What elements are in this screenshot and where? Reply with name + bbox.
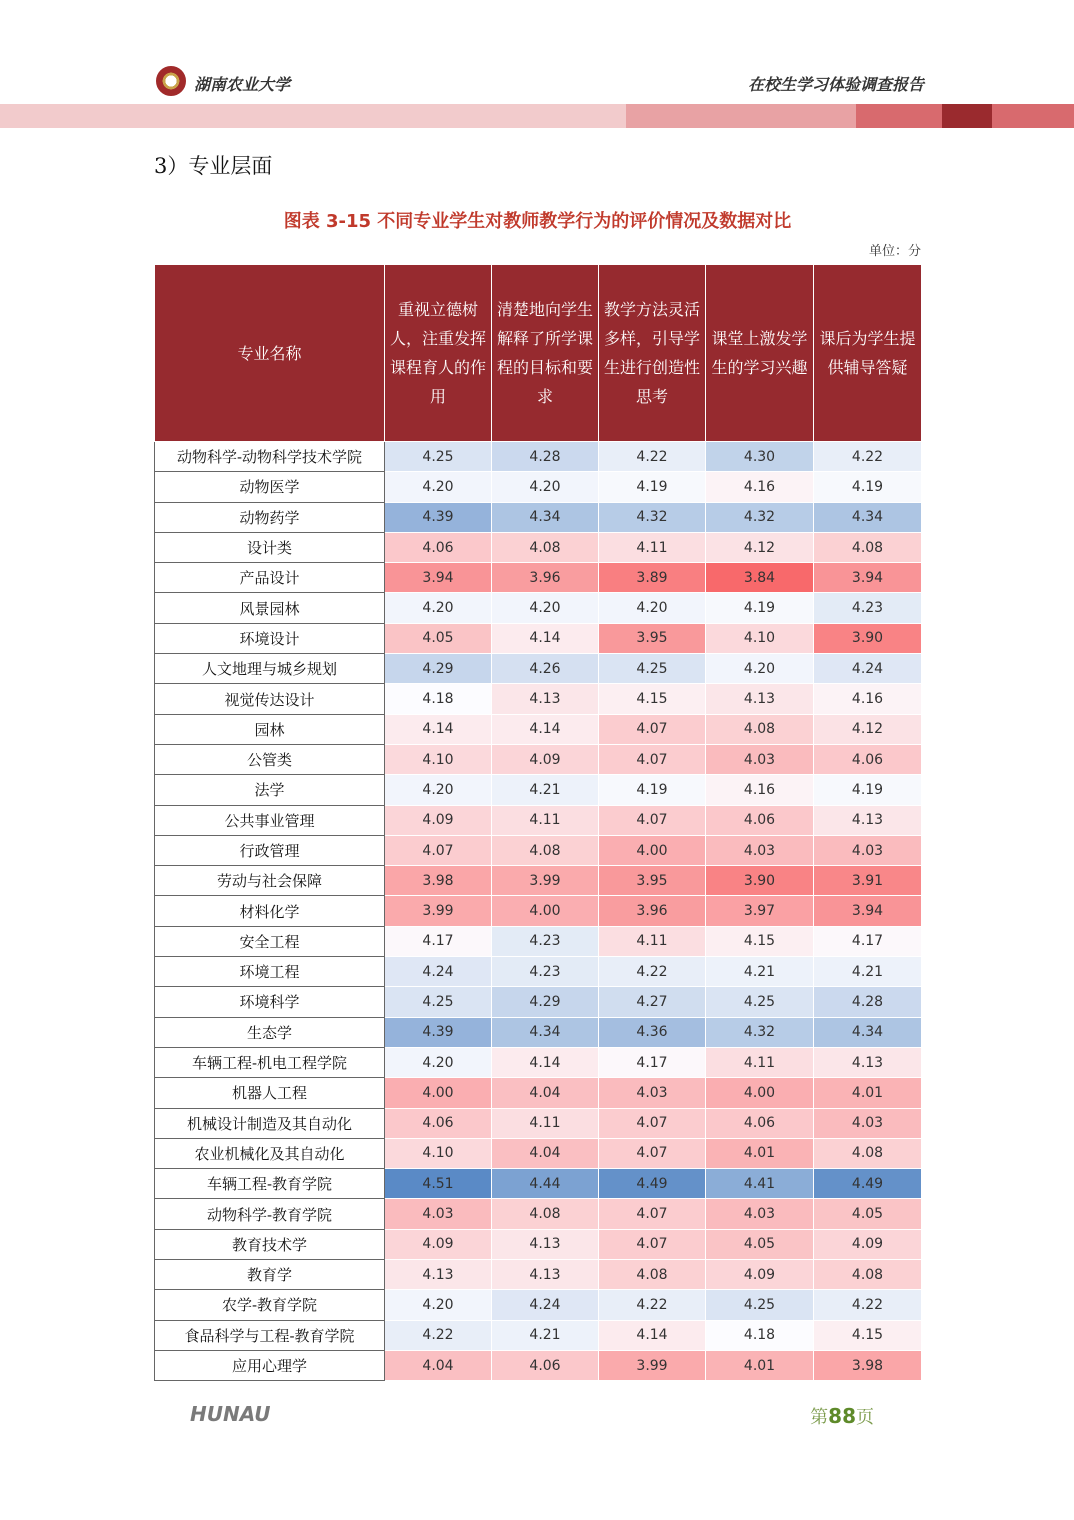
score-cell: 4.03 xyxy=(385,1199,492,1229)
score-cell: 4.21 xyxy=(706,957,814,987)
score-cell: 4.34 xyxy=(814,502,922,532)
score-cell: 3.89 xyxy=(599,563,706,593)
column-header-moral-education: 重视立德树人，注重发挥课程育人的作用 xyxy=(385,265,492,442)
page-suffix: 页 xyxy=(856,1407,874,1428)
score-cell: 4.22 xyxy=(599,957,706,987)
table-row xyxy=(155,866,922,896)
footer-brand: HUNAU xyxy=(190,1402,271,1426)
score-cell: 4.29 xyxy=(492,987,599,1017)
score-cell: 4.11 xyxy=(599,926,706,956)
table-row xyxy=(155,1108,922,1138)
score-cell: 4.08 xyxy=(492,835,599,865)
score-cell: 4.25 xyxy=(706,987,814,1017)
score-cell: 4.08 xyxy=(492,532,599,562)
score-cell: 4.06 xyxy=(385,1108,492,1138)
score-cell: 4.22 xyxy=(814,442,922,472)
score-cell: 4.03 xyxy=(599,1078,706,1108)
score-cell: 3.98 xyxy=(385,866,492,896)
score-cell: 4.10 xyxy=(385,1138,492,1168)
score-cell: 3.98 xyxy=(814,1350,922,1380)
page-prefix: 第 xyxy=(810,1407,829,1428)
score-cell: 4.32 xyxy=(706,1017,814,1047)
score-cell: 4.20 xyxy=(385,472,492,502)
score-cell: 4.19 xyxy=(814,472,922,502)
score-cell: 4.04 xyxy=(492,1138,599,1168)
score-cell: 4.01 xyxy=(814,1078,922,1108)
score-cell: 4.20 xyxy=(706,654,814,684)
score-cell: 4.08 xyxy=(706,714,814,744)
score-cell: 4.13 xyxy=(385,1260,492,1290)
table-row xyxy=(155,563,922,593)
major-name-cell: 教育技术学 xyxy=(155,1229,385,1259)
unit-label: 单位：分 xyxy=(868,244,921,259)
score-cell: 4.21 xyxy=(492,775,599,805)
score-cell: 4.25 xyxy=(385,987,492,1017)
score-cell: 4.34 xyxy=(492,502,599,532)
score-cell: 4.05 xyxy=(814,1199,922,1229)
score-cell: 4.03 xyxy=(814,835,922,865)
university-name: 湖南农业大学 xyxy=(194,75,291,94)
score-cell: 4.22 xyxy=(599,442,706,472)
score-cell: 4.26 xyxy=(492,654,599,684)
score-cell: 4.28 xyxy=(492,442,599,472)
table-row xyxy=(155,1260,922,1290)
table-row xyxy=(155,1169,922,1199)
column-header-major: 专业名称 xyxy=(155,265,385,442)
score-cell: 4.11 xyxy=(492,1108,599,1138)
score-cell: 4.13 xyxy=(814,1047,922,1077)
score-cell: 4.32 xyxy=(706,502,814,532)
page-number xyxy=(810,1403,874,1429)
score-cell: 3.90 xyxy=(814,623,922,653)
score-cell: 4.39 xyxy=(385,1017,492,1047)
table-row xyxy=(155,593,922,623)
major-name-cell: 设计类 xyxy=(155,532,385,562)
score-cell: 4.05 xyxy=(706,1229,814,1259)
table-row xyxy=(155,1017,922,1047)
major-name-cell: 动物医学 xyxy=(155,472,385,502)
major-name-cell: 材料化学 xyxy=(155,896,385,926)
table-row xyxy=(155,805,922,835)
score-cell: 4.20 xyxy=(492,472,599,502)
score-cell: 4.30 xyxy=(706,442,814,472)
score-cell: 4.07 xyxy=(599,805,706,835)
score-cell: 4.06 xyxy=(814,744,922,774)
score-cell: 4.14 xyxy=(599,1320,706,1350)
score-cell: 4.07 xyxy=(599,1108,706,1138)
table-header-row xyxy=(155,265,922,442)
score-cell: 4.09 xyxy=(706,1260,814,1290)
table-row xyxy=(155,835,922,865)
table-row xyxy=(155,623,922,653)
major-name-cell: 环境科学 xyxy=(155,987,385,1017)
table-row xyxy=(155,502,922,532)
score-cell: 4.17 xyxy=(385,926,492,956)
score-cell: 4.07 xyxy=(599,1229,706,1259)
score-cell: 4.04 xyxy=(385,1350,492,1380)
score-cell: 4.28 xyxy=(814,987,922,1017)
table-body xyxy=(155,442,922,1381)
score-cell: 4.13 xyxy=(492,684,599,714)
table-row xyxy=(155,654,922,684)
major-name-cell: 农学-教育学院 xyxy=(155,1290,385,1320)
score-cell: 4.13 xyxy=(492,1260,599,1290)
table-row xyxy=(155,957,922,987)
score-cell: 4.00 xyxy=(492,896,599,926)
table-row xyxy=(155,1229,922,1259)
table-row xyxy=(155,1138,922,1168)
score-cell: 4.00 xyxy=(706,1078,814,1108)
table-row xyxy=(155,744,922,774)
column-header-teaching-methods: 教学方法灵活多样，引导学生进行创造性思考 xyxy=(599,265,706,442)
major-name-cell: 环境工程 xyxy=(155,957,385,987)
score-cell: 4.03 xyxy=(706,1199,814,1229)
score-cell: 4.23 xyxy=(814,593,922,623)
column-header-course-goals: 清楚地向学生解释了所学课程的目标和要求 xyxy=(492,265,599,442)
score-cell: 3.94 xyxy=(814,896,922,926)
score-cell: 4.27 xyxy=(599,987,706,1017)
score-cell: 4.51 xyxy=(385,1169,492,1199)
table-row xyxy=(155,684,922,714)
score-cell: 4.19 xyxy=(599,775,706,805)
major-name-cell: 动物药学 xyxy=(155,502,385,532)
score-cell: 4.01 xyxy=(706,1138,814,1168)
score-cell: 4.23 xyxy=(492,926,599,956)
score-cell: 4.03 xyxy=(814,1108,922,1138)
university-logo-icon xyxy=(156,66,186,96)
score-cell: 4.25 xyxy=(706,1290,814,1320)
score-cell: 4.09 xyxy=(814,1229,922,1259)
major-name-cell: 视觉传达设计 xyxy=(155,684,385,714)
score-cell: 4.14 xyxy=(492,1047,599,1077)
score-cell: 4.19 xyxy=(706,593,814,623)
score-cell: 4.04 xyxy=(492,1078,599,1108)
score-cell: 3.99 xyxy=(492,866,599,896)
table-row xyxy=(155,775,922,805)
score-cell: 4.18 xyxy=(706,1320,814,1350)
score-cell: 4.05 xyxy=(385,623,492,653)
score-cell: 4.08 xyxy=(814,1260,922,1290)
major-name-cell: 公管类 xyxy=(155,744,385,774)
major-name-cell: 应用心理学 xyxy=(155,1350,385,1380)
major-name-cell: 行政管理 xyxy=(155,835,385,865)
header-band-4 xyxy=(942,104,992,128)
score-cell: 4.07 xyxy=(599,744,706,774)
score-cell: 3.96 xyxy=(599,896,706,926)
score-cell: 4.01 xyxy=(706,1350,814,1380)
score-cell: 3.96 xyxy=(492,563,599,593)
score-cell: 3.99 xyxy=(599,1350,706,1380)
major-name-cell: 安全工程 xyxy=(155,926,385,956)
major-name-cell: 农业机械化及其自动化 xyxy=(155,1138,385,1168)
table-row xyxy=(155,532,922,562)
score-cell: 4.14 xyxy=(492,714,599,744)
score-cell: 4.07 xyxy=(385,835,492,865)
score-cell: 3.94 xyxy=(814,563,922,593)
score-cell: 4.16 xyxy=(706,775,814,805)
score-cell: 4.21 xyxy=(492,1320,599,1350)
table-row xyxy=(155,1350,922,1380)
score-cell: 4.11 xyxy=(706,1047,814,1077)
major-name-cell: 车辆工程-教育学院 xyxy=(155,1169,385,1199)
table-row xyxy=(155,987,922,1017)
score-cell: 4.11 xyxy=(492,805,599,835)
table-row xyxy=(155,1199,922,1229)
header-band-1 xyxy=(0,104,626,128)
header-band-2 xyxy=(626,104,856,128)
score-cell: 4.25 xyxy=(599,654,706,684)
report-title: 在校生学习体验调查报告 xyxy=(747,75,924,94)
score-cell: 4.41 xyxy=(706,1169,814,1199)
table-row xyxy=(155,714,922,744)
score-cell: 4.17 xyxy=(599,1047,706,1077)
score-cell: 4.15 xyxy=(814,1320,922,1350)
score-cell: 3.90 xyxy=(706,866,814,896)
major-name-cell: 车辆工程-机电工程学院 xyxy=(155,1047,385,1077)
major-name-cell: 园林 xyxy=(155,714,385,744)
score-cell: 4.07 xyxy=(599,714,706,744)
score-cell: 4.20 xyxy=(385,593,492,623)
score-cell: 4.22 xyxy=(814,1290,922,1320)
table-row xyxy=(155,1047,922,1077)
score-cell: 4.20 xyxy=(385,775,492,805)
major-name-cell: 环境设计 xyxy=(155,623,385,653)
score-cell: 4.24 xyxy=(385,957,492,987)
score-cell: 4.09 xyxy=(385,805,492,835)
table-caption: 图表 3-15 不同专业学生对教师教学行为的评价情况及数据对比 xyxy=(283,211,792,232)
column-header-learning-interest: 课堂上激发学生的学习兴趣 xyxy=(706,265,814,442)
score-cell: 4.00 xyxy=(385,1078,492,1108)
major-name-cell: 动物科学-教育学院 xyxy=(155,1199,385,1229)
score-cell: 4.07 xyxy=(599,1199,706,1229)
header-band-3 xyxy=(856,104,942,128)
score-cell: 4.13 xyxy=(492,1229,599,1259)
score-cell: 4.23 xyxy=(492,957,599,987)
score-cell: 4.10 xyxy=(385,744,492,774)
score-cell: 4.39 xyxy=(385,502,492,532)
score-cell: 4.06 xyxy=(706,1108,814,1138)
score-cell: 3.84 xyxy=(706,563,814,593)
major-name-cell: 食品科学与工程-教育学院 xyxy=(155,1320,385,1350)
score-cell: 4.08 xyxy=(599,1260,706,1290)
score-cell: 3.95 xyxy=(599,866,706,896)
evaluation-table xyxy=(154,264,922,1381)
score-cell: 4.07 xyxy=(599,1138,706,1168)
score-cell: 4.34 xyxy=(814,1017,922,1047)
major-name-cell: 教育学 xyxy=(155,1260,385,1290)
score-cell: 4.11 xyxy=(599,532,706,562)
major-name-cell: 公共事业管理 xyxy=(155,805,385,835)
score-cell: 4.24 xyxy=(814,654,922,684)
score-cell: 4.20 xyxy=(599,593,706,623)
score-cell: 4.49 xyxy=(814,1169,922,1199)
major-name-cell: 机械设计制造及其自动化 xyxy=(155,1108,385,1138)
score-cell: 4.13 xyxy=(706,684,814,714)
score-cell: 4.19 xyxy=(599,472,706,502)
score-cell: 4.13 xyxy=(814,805,922,835)
major-name-cell: 法学 xyxy=(155,775,385,805)
section-title: 3）专业层面 xyxy=(154,154,273,178)
score-cell: 3.91 xyxy=(814,866,922,896)
major-name-cell: 机器人工程 xyxy=(155,1078,385,1108)
score-cell: 4.03 xyxy=(706,744,814,774)
score-cell: 4.18 xyxy=(385,684,492,714)
score-cell: 4.15 xyxy=(706,926,814,956)
page-header xyxy=(0,0,1074,130)
table-row xyxy=(155,896,922,926)
score-cell: 4.12 xyxy=(814,714,922,744)
table-row xyxy=(155,442,922,472)
score-cell: 4.12 xyxy=(706,532,814,562)
score-cell: 4.29 xyxy=(385,654,492,684)
score-cell: 4.22 xyxy=(385,1320,492,1350)
score-cell: 4.34 xyxy=(492,1017,599,1047)
score-cell: 4.19 xyxy=(814,775,922,805)
major-name-cell: 人文地理与城乡规划 xyxy=(155,654,385,684)
table-row xyxy=(155,472,922,502)
score-cell: 4.20 xyxy=(385,1047,492,1077)
score-cell: 4.17 xyxy=(814,926,922,956)
score-cell: 4.03 xyxy=(706,835,814,865)
score-cell: 4.49 xyxy=(599,1169,706,1199)
score-cell: 4.08 xyxy=(814,532,922,562)
score-cell: 4.25 xyxy=(385,442,492,472)
score-cell: 4.20 xyxy=(385,1290,492,1320)
score-cell: 3.94 xyxy=(385,563,492,593)
score-cell: 4.06 xyxy=(492,1350,599,1380)
score-cell: 4.10 xyxy=(706,623,814,653)
major-name-cell: 生态学 xyxy=(155,1017,385,1047)
major-name-cell: 动物科学-动物科学技术学院 xyxy=(155,442,385,472)
table-row xyxy=(155,1078,922,1108)
score-cell: 4.24 xyxy=(492,1290,599,1320)
score-cell: 4.16 xyxy=(706,472,814,502)
score-cell: 4.08 xyxy=(492,1199,599,1229)
score-cell: 4.09 xyxy=(492,744,599,774)
score-cell: 4.08 xyxy=(814,1138,922,1168)
score-cell: 4.14 xyxy=(492,623,599,653)
column-header-tutoring: 课后为学生提供辅导答疑 xyxy=(814,265,922,442)
score-cell: 4.44 xyxy=(492,1169,599,1199)
page-number-value: 88 xyxy=(828,1404,856,1428)
score-cell: 3.95 xyxy=(599,623,706,653)
score-cell: 4.36 xyxy=(599,1017,706,1047)
major-name-cell: 产品设计 xyxy=(155,563,385,593)
table-row xyxy=(155,1320,922,1350)
major-name-cell: 风景园林 xyxy=(155,593,385,623)
score-cell: 3.97 xyxy=(706,896,814,926)
score-cell: 4.22 xyxy=(599,1290,706,1320)
score-cell: 4.00 xyxy=(599,835,706,865)
header-band-5 xyxy=(992,104,1074,128)
score-cell: 4.15 xyxy=(599,684,706,714)
major-name-cell: 劳动与社会保障 xyxy=(155,866,385,896)
score-cell: 4.09 xyxy=(385,1229,492,1259)
score-cell: 4.21 xyxy=(814,957,922,987)
table-row xyxy=(155,1290,922,1320)
score-cell: 4.32 xyxy=(599,502,706,532)
score-cell: 3.99 xyxy=(385,896,492,926)
score-cell: 4.06 xyxy=(385,532,492,562)
score-cell: 4.06 xyxy=(706,805,814,835)
score-cell: 4.20 xyxy=(492,593,599,623)
score-cell: 4.16 xyxy=(814,684,922,714)
table-row xyxy=(155,926,922,956)
score-cell: 4.14 xyxy=(385,714,492,744)
